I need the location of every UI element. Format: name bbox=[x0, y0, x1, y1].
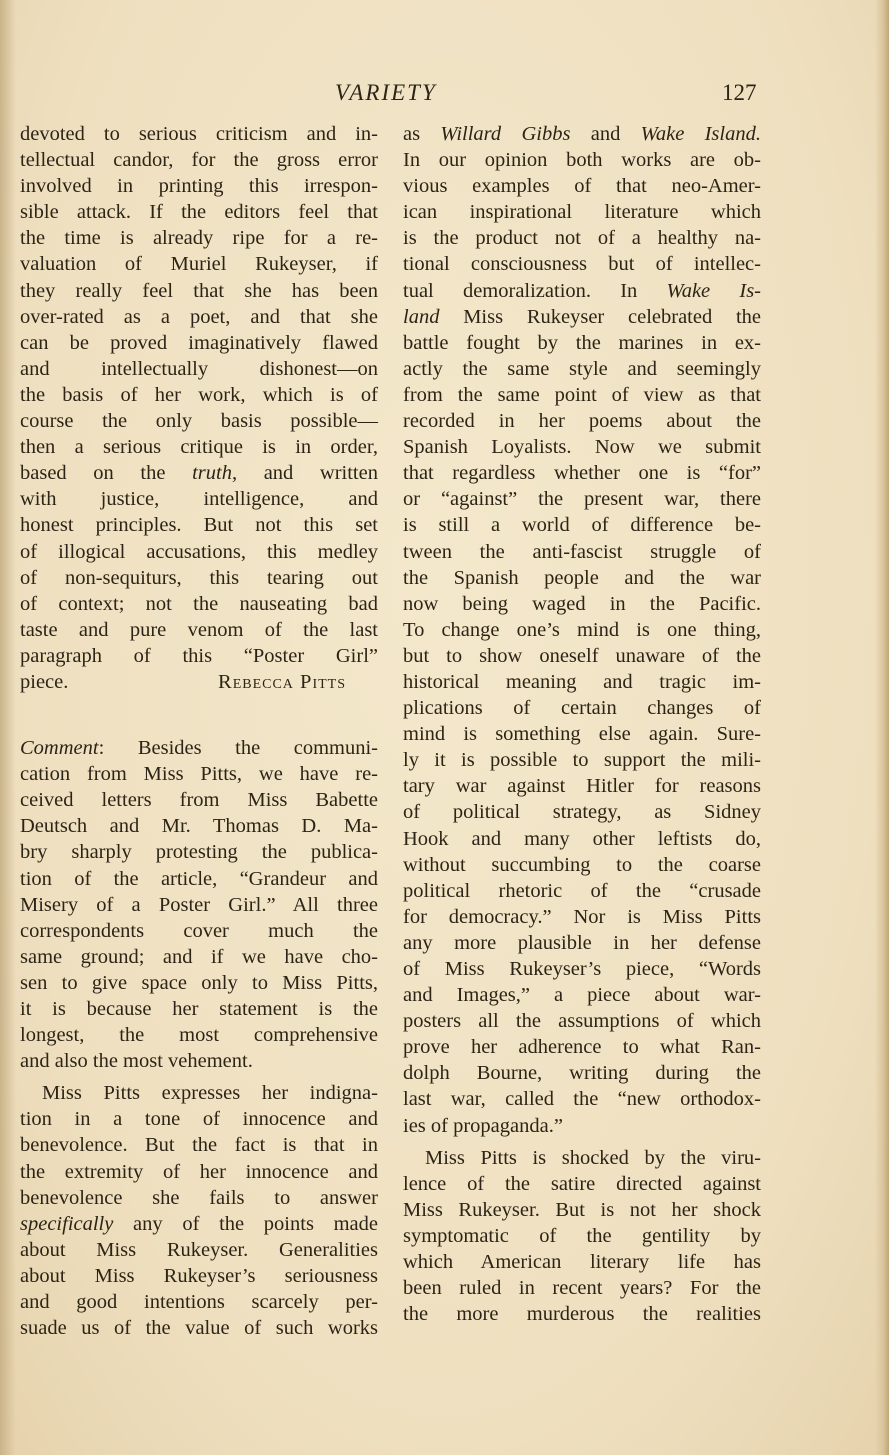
text-line: that regardless whether one is “for” bbox=[403, 462, 761, 485]
text-line: symptomatic of the gentility by bbox=[403, 1224, 761, 1247]
text-line: battle fought by the marines in ex- bbox=[403, 331, 761, 354]
running-title: VARIETY bbox=[335, 80, 437, 105]
text-line bbox=[403, 121, 761, 147]
text-fragment: piece. bbox=[20, 670, 69, 693]
text-fragment: as bbox=[403, 123, 441, 145]
right-column bbox=[403, 121, 761, 1327]
text-fragment: : Besides the communi- bbox=[98, 737, 378, 760]
text-line: they really feel that she has been bbox=[20, 279, 378, 302]
text-line: mind is something else again. Sure- bbox=[403, 723, 761, 746]
text-line: Misery of a Poster Girl.” All three bbox=[20, 893, 378, 916]
text-line: about Miss Rukeyser. Generalities bbox=[20, 1238, 378, 1261]
title-wake-island-split: Wake Is- bbox=[666, 279, 761, 302]
text-line: ican inspirational literature which bbox=[403, 201, 761, 224]
text-line: now being waged in the Pacific. bbox=[403, 592, 761, 615]
text-line: tellectual candor, for the gross error bbox=[20, 149, 378, 172]
text-line: prove her adherence to what Ran- bbox=[403, 1036, 761, 1059]
text-line bbox=[20, 460, 378, 486]
text-line: dolph Bourne, writing during the bbox=[403, 1062, 761, 1085]
text-line: the extremity of her innocence and bbox=[20, 1160, 378, 1183]
text-line: cation from Miss Pitts, we have re- bbox=[20, 763, 378, 786]
text-line: devoted to serious criticism and in- bbox=[20, 123, 378, 145]
page-edge bbox=[875, 0, 889, 1455]
text-line: of Miss Rukeyser’s piece, “Words bbox=[403, 958, 761, 980]
text-line: actly the same style and seemingly bbox=[403, 357, 761, 380]
text-fragment: and bbox=[570, 123, 641, 145]
text-line: is still a world of difference be- bbox=[403, 514, 761, 537]
running-head bbox=[0, 74, 889, 114]
text-line: course the only basis possible— bbox=[20, 410, 378, 433]
text-line: tary war against Hitler for reasons bbox=[403, 775, 761, 798]
text-line: tion in a tone of innocence and bbox=[20, 1108, 378, 1131]
text-fragment: and written bbox=[237, 462, 378, 485]
signature-line bbox=[20, 669, 378, 695]
text-line: and also the most vehement. bbox=[20, 1050, 253, 1073]
comment-label: Comment bbox=[20, 737, 99, 760]
text-line: correspondents cover much the bbox=[20, 919, 378, 942]
text-line: Miss Pitts expresses her indigna- bbox=[42, 1082, 378, 1105]
text-line: been ruled in recent years? For the bbox=[403, 1277, 761, 1300]
text-line: which American literary life has bbox=[403, 1251, 761, 1274]
text-line: Miss Rukeyser. But is not her shock bbox=[403, 1198, 761, 1221]
text-line: without succumbing to the coarse bbox=[403, 853, 761, 876]
text-line: ly it is possible to support the mili- bbox=[403, 749, 761, 772]
text-line: involved in printing this irrespon- bbox=[20, 175, 378, 198]
text-line: and intellectually dishonest—on bbox=[20, 357, 378, 380]
text-line: of political strategy, as Sidney bbox=[403, 801, 761, 824]
text-line: and Images,” a piece about war- bbox=[403, 984, 761, 1007]
text-line bbox=[20, 1211, 378, 1237]
text-line: suade us of the value of such works bbox=[20, 1317, 378, 1340]
text-line: tional consciousness but of intellec- bbox=[403, 253, 761, 276]
text-line: sen to give space only to Miss Pitts, bbox=[20, 971, 378, 994]
text-line: of non-sequiturs, this tearing out bbox=[20, 566, 378, 589]
text-line: any more plausible in her defense bbox=[403, 931, 761, 954]
text-line: about Miss Rukeyser’s seriousness bbox=[20, 1264, 378, 1287]
text-line: valuation of Muriel Rukeyser, if bbox=[20, 253, 378, 276]
text-line: from the same point of view as that bbox=[403, 383, 761, 406]
text-line: the time is already ripe for a re- bbox=[20, 227, 378, 250]
text-fragment: any of the points made bbox=[113, 1212, 378, 1235]
text-line: recorded in her poems about the bbox=[403, 410, 761, 433]
text-line: historical meaning and tragic im- bbox=[403, 670, 761, 693]
paragraph-gap bbox=[20, 721, 378, 735]
text-line: In our opinion both works are ob- bbox=[403, 149, 761, 172]
paragraph-gap bbox=[20, 695, 378, 721]
text-line: benevolence she fails to answer bbox=[20, 1186, 378, 1209]
spine-shadow bbox=[0, 0, 16, 1455]
title-wake-island-split: land bbox=[403, 305, 440, 328]
text-fragment: based on the bbox=[20, 462, 193, 485]
text-line: last war, called the “new orthodox- bbox=[403, 1088, 761, 1111]
emphasis-specifically: specifically bbox=[20, 1212, 114, 1235]
text-line: lence of the satire directed against bbox=[403, 1172, 761, 1195]
text-line: To change one’s mind is one thing, bbox=[403, 618, 761, 641]
text-line: plications of certain changes of bbox=[403, 697, 761, 720]
text-line bbox=[403, 278, 761, 304]
text-line: it is because her statement is the bbox=[20, 998, 378, 1020]
text-line: taste and pure venom of the last bbox=[20, 618, 378, 641]
text-line: over-rated as a poet, and that she bbox=[20, 305, 378, 328]
text-line: and good intentions scarcely per- bbox=[20, 1291, 378, 1314]
text-fragment: Miss Rukeyser celebrated the bbox=[439, 305, 761, 328]
text-line: longest, the most comprehensive bbox=[20, 1024, 378, 1047]
text-line: for democracy.” Nor is Miss Pitts bbox=[403, 905, 761, 928]
text-line: but to show oneself unaware of the bbox=[403, 644, 761, 667]
text-line: of illogical accusations, this medley bbox=[20, 540, 378, 563]
text-line: ies of propaganda.” bbox=[403, 1114, 563, 1137]
text-line: the basis of her work, which is of bbox=[20, 383, 378, 406]
text-line: posters all the assumptions of which bbox=[403, 1010, 761, 1033]
text-fragment: tual demoralization. In bbox=[403, 279, 667, 302]
text-line: the more murderous the realities bbox=[403, 1303, 761, 1326]
left-column bbox=[20, 121, 378, 1341]
text-line bbox=[20, 735, 378, 761]
text-line: the Spanish people and the war bbox=[403, 566, 761, 589]
text-line: sible attack. If the editors feel that bbox=[20, 201, 378, 224]
text-line: vious examples of that neo-Amer- bbox=[403, 175, 761, 198]
text-line: with justice, intelligence, and bbox=[20, 488, 378, 511]
text-line: ceived letters from Miss Babette bbox=[20, 789, 378, 812]
text-line: honest principles. But not this set bbox=[20, 514, 378, 537]
text-line: Hook and many other leftists do, bbox=[403, 827, 761, 850]
text-line: paragraph of this “Poster Girl” bbox=[20, 644, 378, 667]
text-line: or “against” the present war, there bbox=[403, 488, 761, 511]
text-line: benevolence. But the fact is that in bbox=[20, 1134, 378, 1157]
page-number: 127 bbox=[722, 80, 757, 105]
text-line: bry sharply protesting the publica- bbox=[20, 841, 378, 864]
text-line: political rhetoric of the “crusade bbox=[403, 879, 761, 902]
text-line: can be proved imaginatively flawed bbox=[20, 331, 378, 354]
text-line bbox=[403, 304, 761, 330]
text-line: of context; not the nauseating bad bbox=[20, 592, 378, 615]
text-line: tween the anti-fascist struggle of bbox=[403, 540, 761, 563]
emphasis-truth: truth, bbox=[192, 462, 238, 485]
text-line: same ground; and if we have cho- bbox=[20, 945, 378, 968]
title-wake-island: Wake Island. bbox=[640, 123, 761, 145]
text-line: tion of the article, “Grandeur and bbox=[20, 867, 378, 890]
text-line: Deutsch and Mr. Thomas D. Ma- bbox=[20, 815, 378, 838]
text-line: Spanish Loyalists. Now we submit bbox=[403, 436, 761, 459]
text-line: then a serious critique is in order, bbox=[20, 436, 378, 459]
text-line: is the product not of a healthy na- bbox=[403, 227, 761, 250]
letter-signature: Rebecca Pitts bbox=[218, 670, 346, 693]
title-willard-gibbs: Willard Gibbs bbox=[440, 123, 571, 145]
text-line: Miss Pitts is shocked by the viru- bbox=[425, 1146, 761, 1169]
